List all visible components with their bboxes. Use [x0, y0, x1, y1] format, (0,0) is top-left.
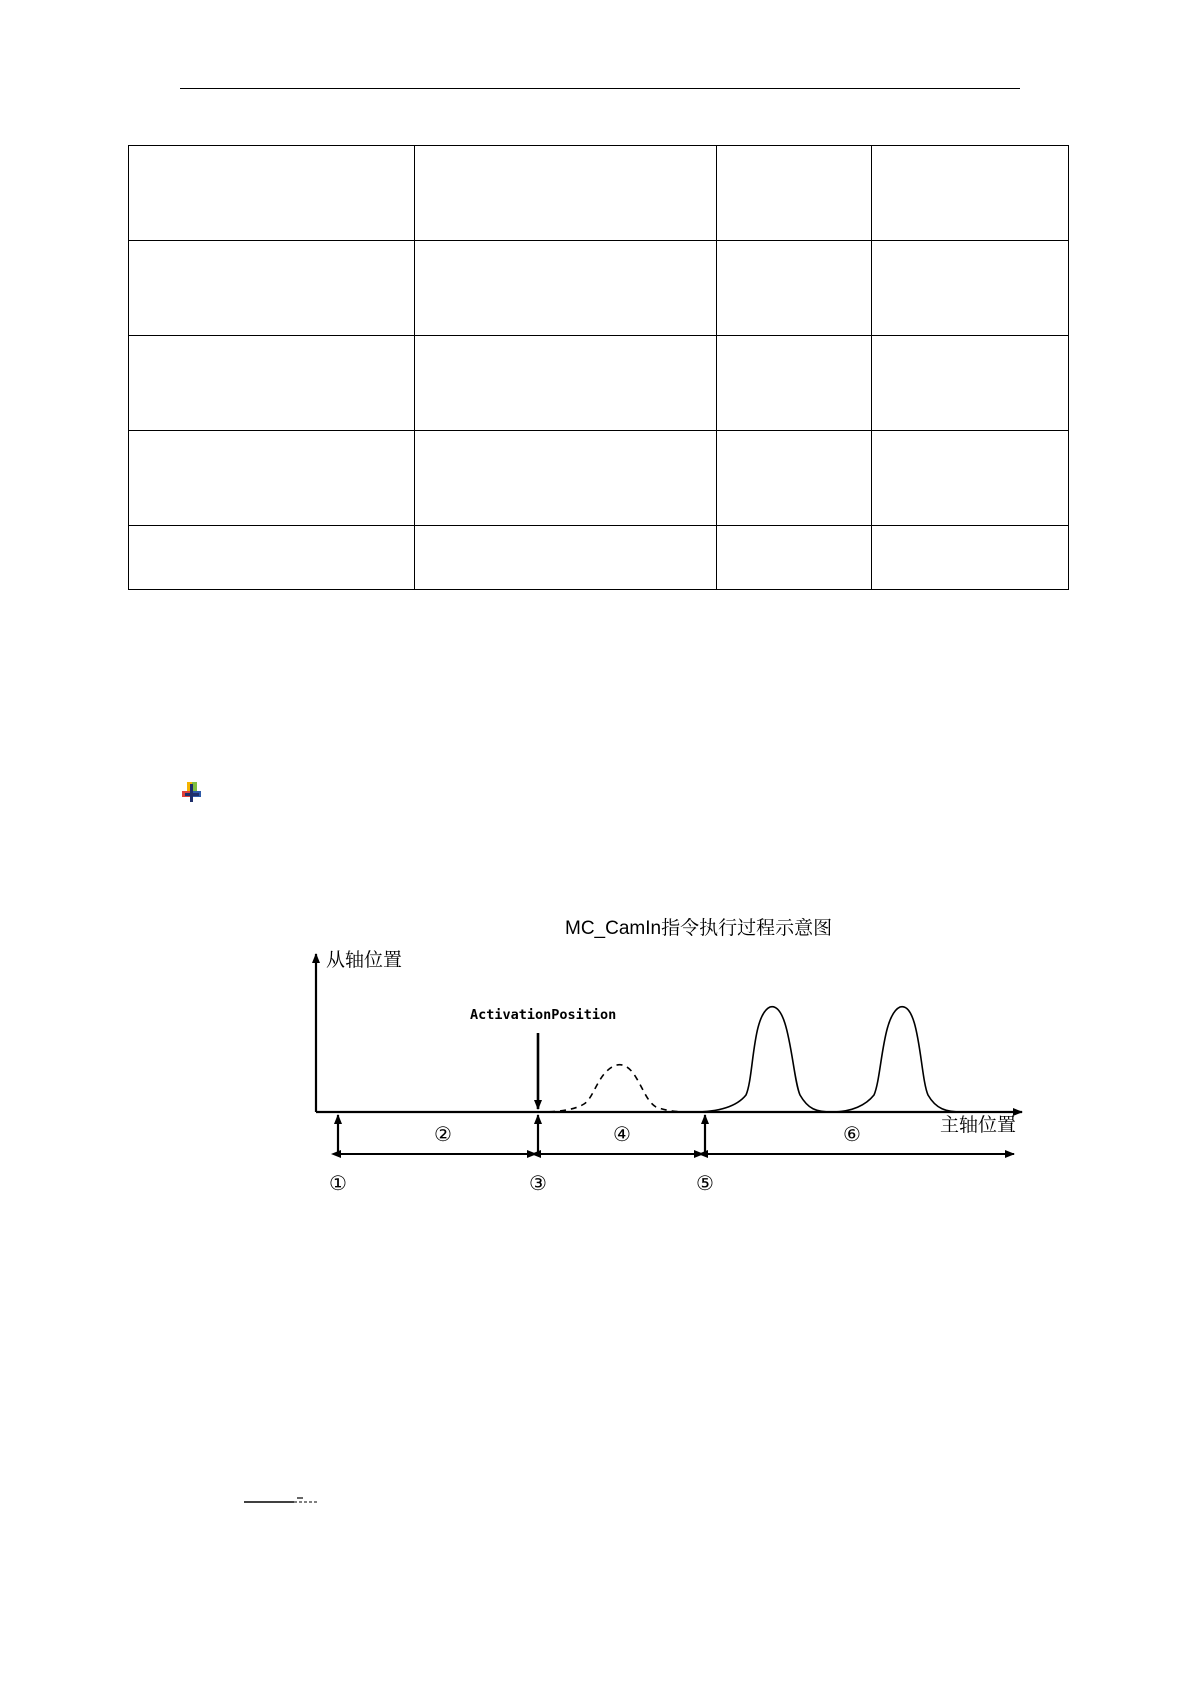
table-cell [129, 336, 415, 431]
cam-curve-active [693, 1007, 962, 1112]
table-cell [717, 526, 872, 590]
table-cell [415, 336, 717, 431]
table-cell [415, 241, 717, 336]
camin-diagram [300, 905, 1040, 1205]
y-axis-label: 从轴位置 [326, 949, 403, 971]
table-cell [872, 526, 1069, 590]
table-row [129, 241, 1069, 336]
table-cell [717, 146, 872, 241]
segment-label-4: ④ [613, 1122, 631, 1146]
marker-label-1: ① [329, 1171, 347, 1195]
table-cell [872, 146, 1069, 241]
table-cell [717, 336, 872, 431]
table-row [129, 526, 1069, 590]
windows-flag-icon [181, 781, 203, 803]
header-rule [180, 88, 1020, 89]
table-cell [872, 241, 1069, 336]
cam-curve-preview [538, 1065, 693, 1112]
marker-label-3: ③ [529, 1171, 547, 1195]
table-cell [415, 526, 717, 590]
table-cell [717, 431, 872, 526]
marker-label-5: ⑤ [696, 1171, 714, 1195]
table-cell [872, 336, 1069, 431]
table-cell [129, 146, 415, 241]
parameter-table [128, 145, 1069, 590]
table-cell [872, 431, 1069, 526]
table-row [129, 431, 1069, 526]
table-cell [415, 146, 717, 241]
table-cell [717, 241, 872, 336]
footnote-separator [244, 1493, 318, 1505]
diagram-title: MC_CamIn指令执行过程示意图 [565, 918, 833, 939]
table-row [129, 146, 1069, 241]
table-row [129, 336, 1069, 431]
camin-diagram-svg [300, 905, 1040, 1205]
table-cell [129, 431, 415, 526]
x-axis-label: 主轴位置 [940, 1114, 1017, 1136]
activation-position-label: ActivationPosition [470, 1007, 617, 1023]
segment-label-6: ⑥ [843, 1122, 861, 1146]
table-cell [129, 241, 415, 336]
table-cell [415, 431, 717, 526]
segment-label-2: ② [434, 1122, 452, 1146]
table-cell [129, 526, 415, 590]
